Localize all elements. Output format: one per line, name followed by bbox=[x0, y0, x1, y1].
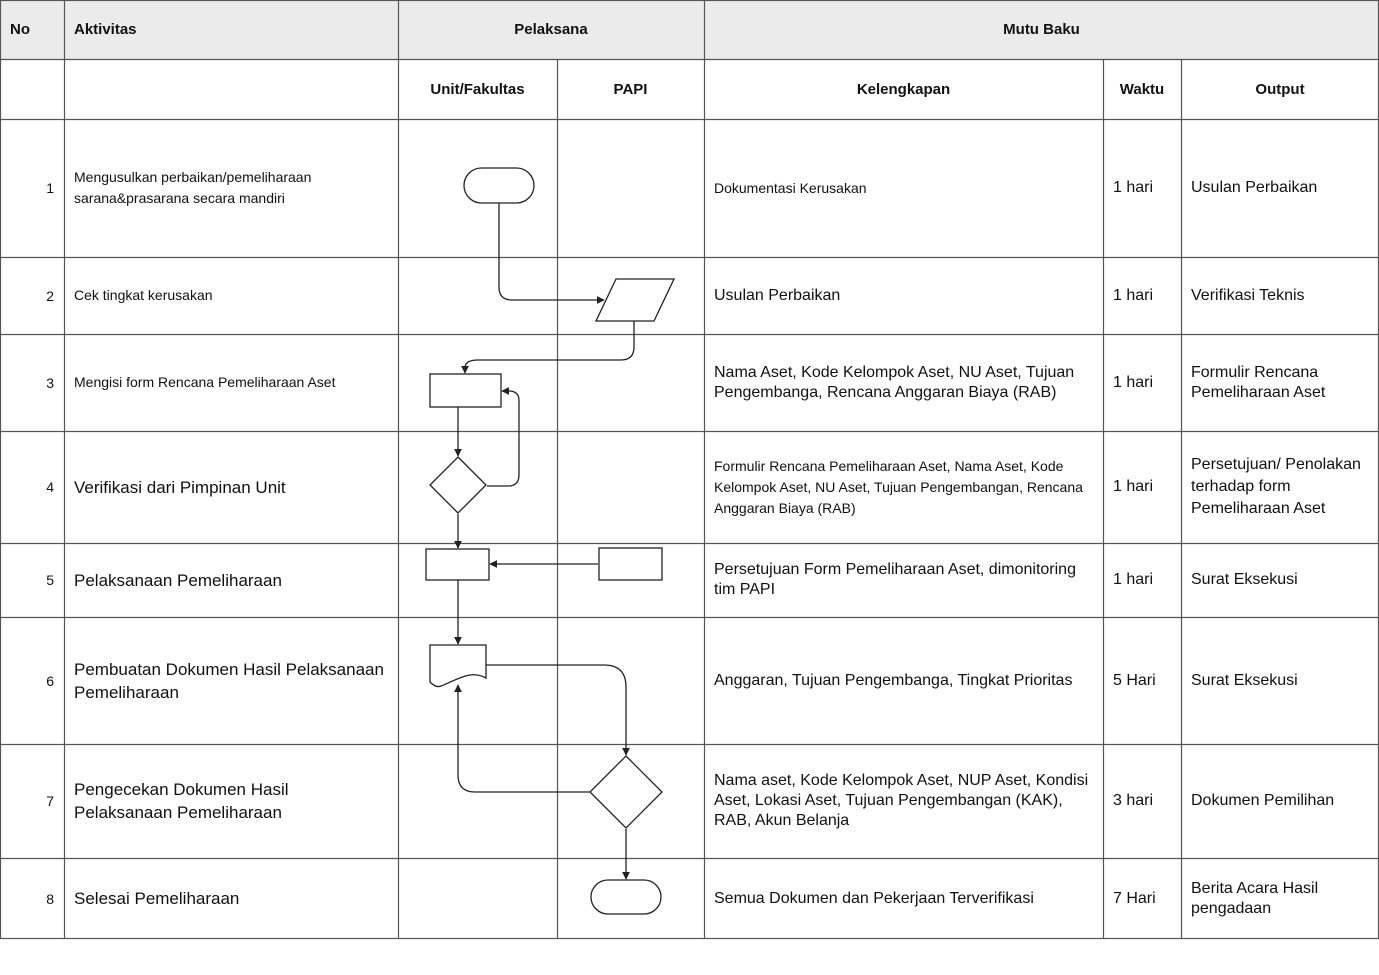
connector-input-to-form bbox=[465, 321, 634, 373]
waktu-cell: 5 Hari bbox=[1113, 671, 1156, 689]
waktu-cell: 7 Hari bbox=[1113, 889, 1156, 907]
row-number: 7 bbox=[46, 793, 54, 809]
output-cell: Usulan Perbaikan bbox=[1191, 179, 1318, 196]
kelengkapan-cell: Semua Dokumen dan Pekerjaan Terverifikasi bbox=[714, 889, 1034, 907]
header-pelaksana: Pelaksana bbox=[514, 21, 588, 38]
kelengkapan-cell: Nama aset, Kode Kelompok Aset, NUP Aset, Kondisi Aset, Lokasi Aset, Tujuan Pengembangan (KAK), RAB, Akun Belanja bbox=[714, 772, 1089, 829]
execution-process-shape bbox=[426, 549, 489, 580]
input-parallelogram-shape bbox=[596, 279, 674, 321]
header-waktu: Waktu bbox=[1119, 80, 1165, 98]
activity-cell: Pengecekan Dokumen Hasil Pelaksanaan Pemeliharaan bbox=[74, 780, 289, 822]
kelengkapan-cell: Persetujuan Form Pemeliharaan Aset, dimonitoring tim PAPI bbox=[714, 561, 1076, 598]
verification-decision-shape bbox=[430, 457, 486, 513]
header-no: No bbox=[10, 21, 30, 38]
row-number: 6 bbox=[46, 672, 54, 689]
check-decision-shape bbox=[590, 756, 662, 828]
activity-cell: Verifikasi dari Pimpinan Unit bbox=[74, 477, 286, 497]
kelengkapan-cell: Formulir Rencana Pemeliharaan Aset, Nama Aset, Kode Kelompok Aset, NU Aset, Tujuan Pengembangan, Rencana Anggaran Biaya (RAB) bbox=[714, 457, 1083, 516]
header-unit-fakultas: Unit/Fakultas bbox=[430, 80, 525, 98]
row-number: 4 bbox=[46, 479, 54, 495]
output-cell: Surat Eksekusi bbox=[1191, 671, 1298, 689]
document-shape bbox=[430, 645, 486, 687]
connector-check-back-to-document bbox=[458, 685, 590, 792]
output-cell: Formulir Rencana Pemeliharaan Aset bbox=[1191, 363, 1326, 401]
connector-document-to-check bbox=[486, 665, 626, 755]
activity-cell: Mengisi form Rencana Pemeliharaan Aset bbox=[74, 374, 336, 390]
kelengkapan-cell: Usulan Perbaikan bbox=[714, 286, 841, 304]
start-terminator-shape bbox=[464, 168, 534, 203]
form-process-shape bbox=[430, 374, 501, 407]
row-number: 8 bbox=[46, 890, 54, 907]
connector-start-to-input bbox=[499, 203, 604, 300]
waktu-cell: 1 hari bbox=[1113, 373, 1154, 391]
activity-cell: Mengusulkan perbaikan/pemeliharaan sarana&prasarana secara mandiri bbox=[74, 169, 312, 206]
kelengkapan-cell: Dokumentasi Kerusakan bbox=[714, 179, 867, 196]
output-cell: Surat Eksekusi bbox=[1191, 571, 1298, 588]
row-number: 1 bbox=[46, 180, 54, 196]
output-cell: Persetujuan/ Penolakan terhadap form Pemeliharaan Aset bbox=[1191, 456, 1361, 517]
output-cell: Dokumen Pemilihan bbox=[1191, 792, 1335, 809]
kelengkapan-cell: Nama Aset, Kode Kelompok Aset, NU Aset, Tujuan Pengembanga, Rencana Anggaran Biaya (RAB) bbox=[714, 363, 1075, 401]
waktu-cell: 1 hari bbox=[1113, 478, 1154, 495]
row-number: 2 bbox=[46, 287, 54, 304]
row-number: 5 bbox=[46, 572, 54, 588]
row-number: 3 bbox=[46, 374, 54, 391]
kelengkapan-cell: Anggaran, Tujuan Pengembanga, Tingkat Prioritas bbox=[714, 671, 1073, 689]
activity-cell: Selesai Pemeliharaan bbox=[74, 889, 240, 908]
header-aktivitas: Aktivitas bbox=[74, 21, 137, 38]
waktu-cell: 3 hari bbox=[1113, 792, 1154, 809]
header-kelengkapan: Kelengkapan bbox=[856, 80, 951, 98]
papi-monitoring-process-shape bbox=[599, 548, 662, 580]
end-terminator-shape bbox=[591, 880, 661, 914]
activity-cell: Pelaksanaan Pemeliharaan bbox=[74, 570, 282, 590]
output-cell: Berita Acara Hasil pengadaan bbox=[1191, 879, 1319, 917]
waktu-cell: 1 hari bbox=[1113, 286, 1154, 304]
header-papi: PAPI bbox=[613, 80, 648, 98]
activity-cell: Pembuatan Dokumen Hasil Pelaksanaan Pemeliharaan bbox=[74, 659, 384, 702]
waktu-cell: 1 hari bbox=[1113, 571, 1154, 588]
activity-cell: Cek tingkat kerusakan bbox=[74, 287, 213, 303]
output-cell: Verifikasi Teknis bbox=[1191, 286, 1305, 304]
header-mutu-baku: Mutu Baku bbox=[1003, 21, 1080, 38]
waktu-cell: 1 hari bbox=[1113, 179, 1154, 196]
header-output: Output bbox=[1255, 80, 1305, 98]
